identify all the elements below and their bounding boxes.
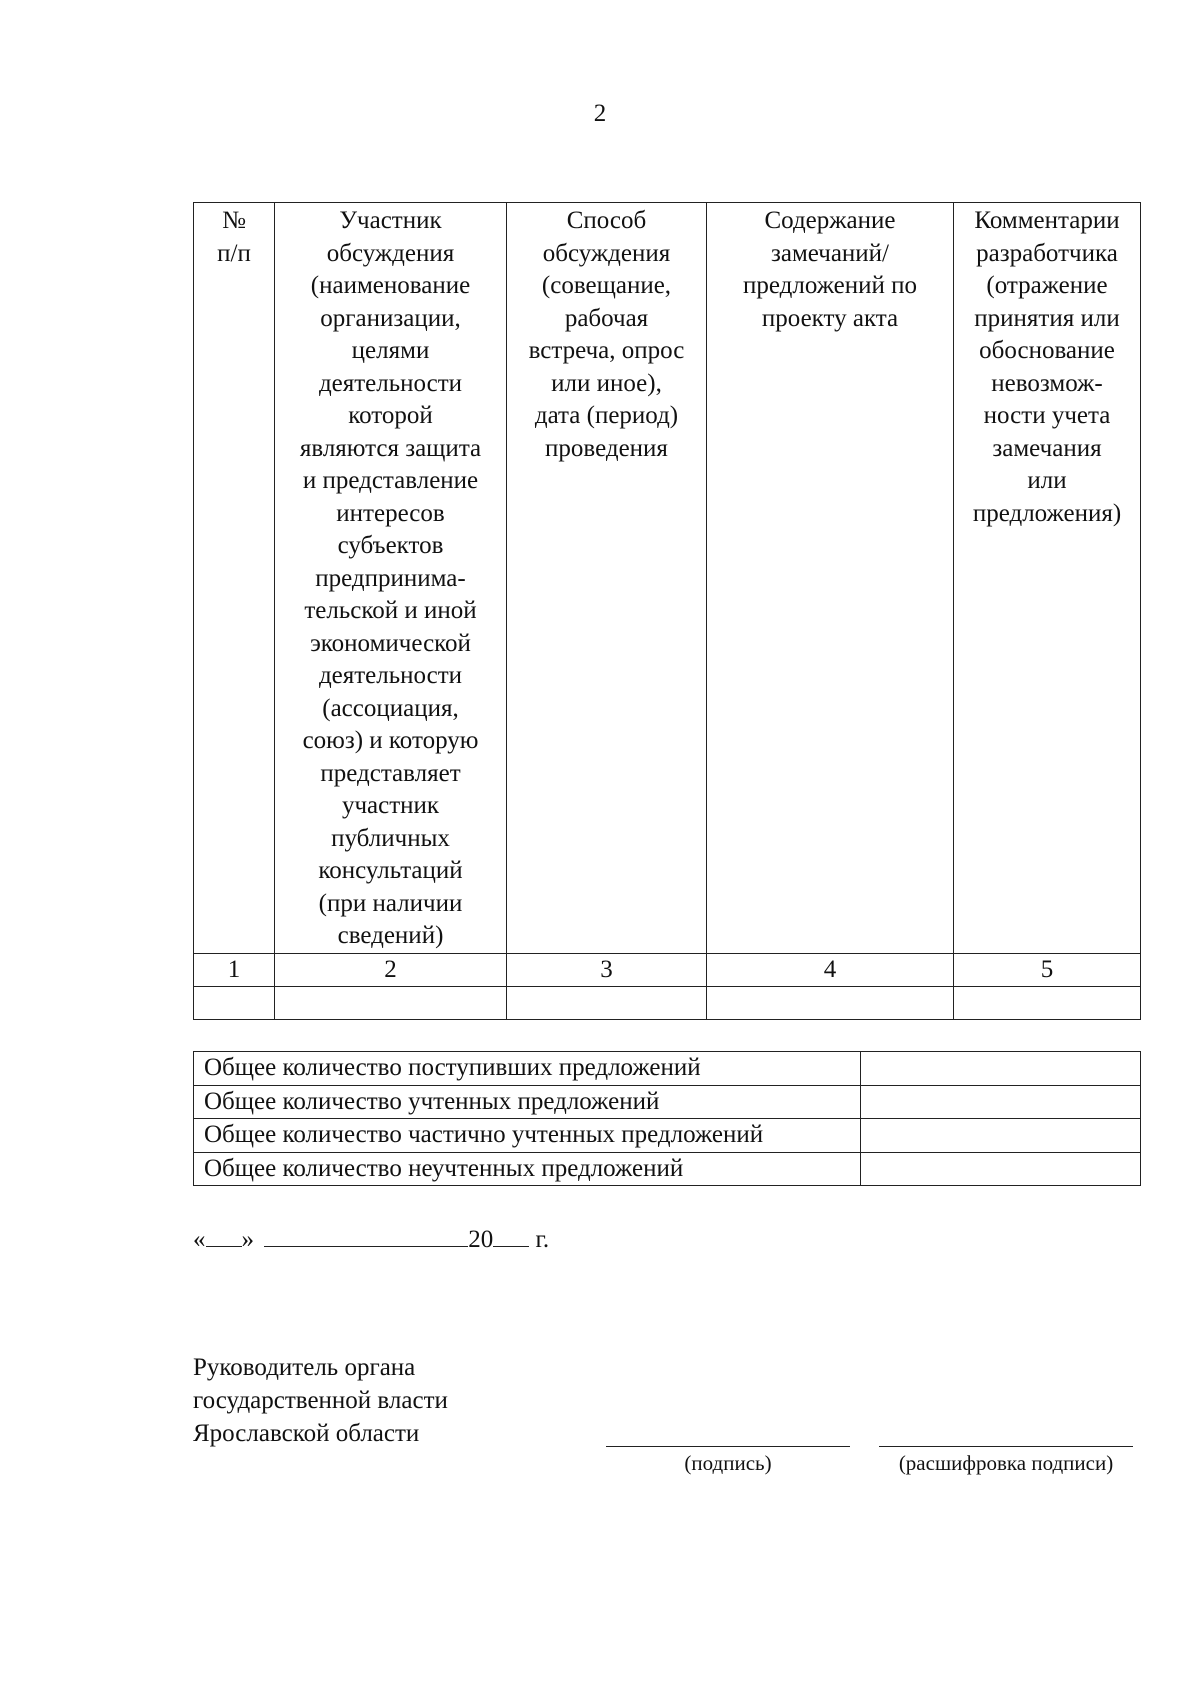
totals-label: Общее количество поступивших предложений xyxy=(194,1052,861,1086)
totals-label: Общее количество неучтенных предложений xyxy=(194,1152,861,1186)
totals-value[interactable] xyxy=(861,1052,1141,1086)
signature-caption: (подпись) xyxy=(684,1451,772,1475)
empty-cell[interactable] xyxy=(507,987,707,1020)
totals-row xyxy=(194,1052,1141,1086)
close-quote: » xyxy=(241,1226,254,1253)
column-number: 1 xyxy=(194,953,275,987)
empty-cell[interactable] xyxy=(194,987,275,1020)
table-header-row xyxy=(194,203,1141,954)
signature-decoding-caption: (расшифровка подписи) xyxy=(898,1451,1114,1475)
year-suffix: г. xyxy=(535,1226,550,1253)
column-number-row xyxy=(194,953,1141,987)
table-row xyxy=(194,987,1141,1020)
year-prefix: 20 xyxy=(468,1226,494,1253)
totals-value[interactable] xyxy=(861,1119,1141,1153)
column-number: 5 xyxy=(954,953,1141,987)
totals-value[interactable] xyxy=(861,1152,1141,1186)
signature-decoding-line[interactable] xyxy=(879,1446,1133,1447)
day-blank[interactable] xyxy=(206,1222,242,1247)
month-blank[interactable] xyxy=(264,1222,468,1247)
empty-cell[interactable] xyxy=(954,987,1141,1020)
totals-value[interactable] xyxy=(861,1085,1141,1119)
signer-line: Ярославской области xyxy=(193,1420,420,1447)
header-cell-comments: Комментарии разработчика (отражение принятия или обоснование невозмож- ности учета замечания или предложения) xyxy=(954,203,1141,954)
totals-table xyxy=(193,1051,1141,1186)
signer-line: Руководитель органа xyxy=(193,1354,416,1381)
header-cell-participant: Участник обсуждения (наименование организации, целями деятельности которой являются защита и представление интересов субъектов предпринима- тельской и иной экономической деятельности (ассоциация, союз) и которую представляет участник публичных консультаций (при наличии сведений) xyxy=(275,203,507,954)
totals-row xyxy=(194,1085,1141,1119)
column-number: 4 xyxy=(707,953,954,987)
column-number: 2 xyxy=(275,953,507,987)
header-cell-content: Содержание замечаний/ предложений по проекту акта xyxy=(707,203,954,954)
consultations-table xyxy=(193,202,1141,1020)
open-quote: « xyxy=(193,1226,206,1253)
totals-label: Общее количество учтенных предложений xyxy=(194,1085,861,1119)
signer-block xyxy=(193,1351,448,1450)
header-cell-number: № п/п xyxy=(194,203,275,954)
totals-row xyxy=(194,1152,1141,1186)
signer-line: государственной власти xyxy=(193,1387,448,1414)
totals-row xyxy=(194,1119,1141,1153)
header-cell-method: Способ обсуждения (совещание, рабочая встреча, опрос или иное), дата (период) проведения xyxy=(507,203,707,954)
signature-line[interactable] xyxy=(606,1446,850,1447)
year-blank[interactable] xyxy=(493,1222,529,1247)
empty-cell[interactable] xyxy=(275,987,507,1020)
date-line xyxy=(193,1222,549,1254)
empty-cell[interactable] xyxy=(707,987,954,1020)
column-number: 3 xyxy=(507,953,707,987)
totals-label: Общее количество частично учтенных предложений xyxy=(194,1119,861,1153)
page-number: 2 xyxy=(593,100,607,127)
